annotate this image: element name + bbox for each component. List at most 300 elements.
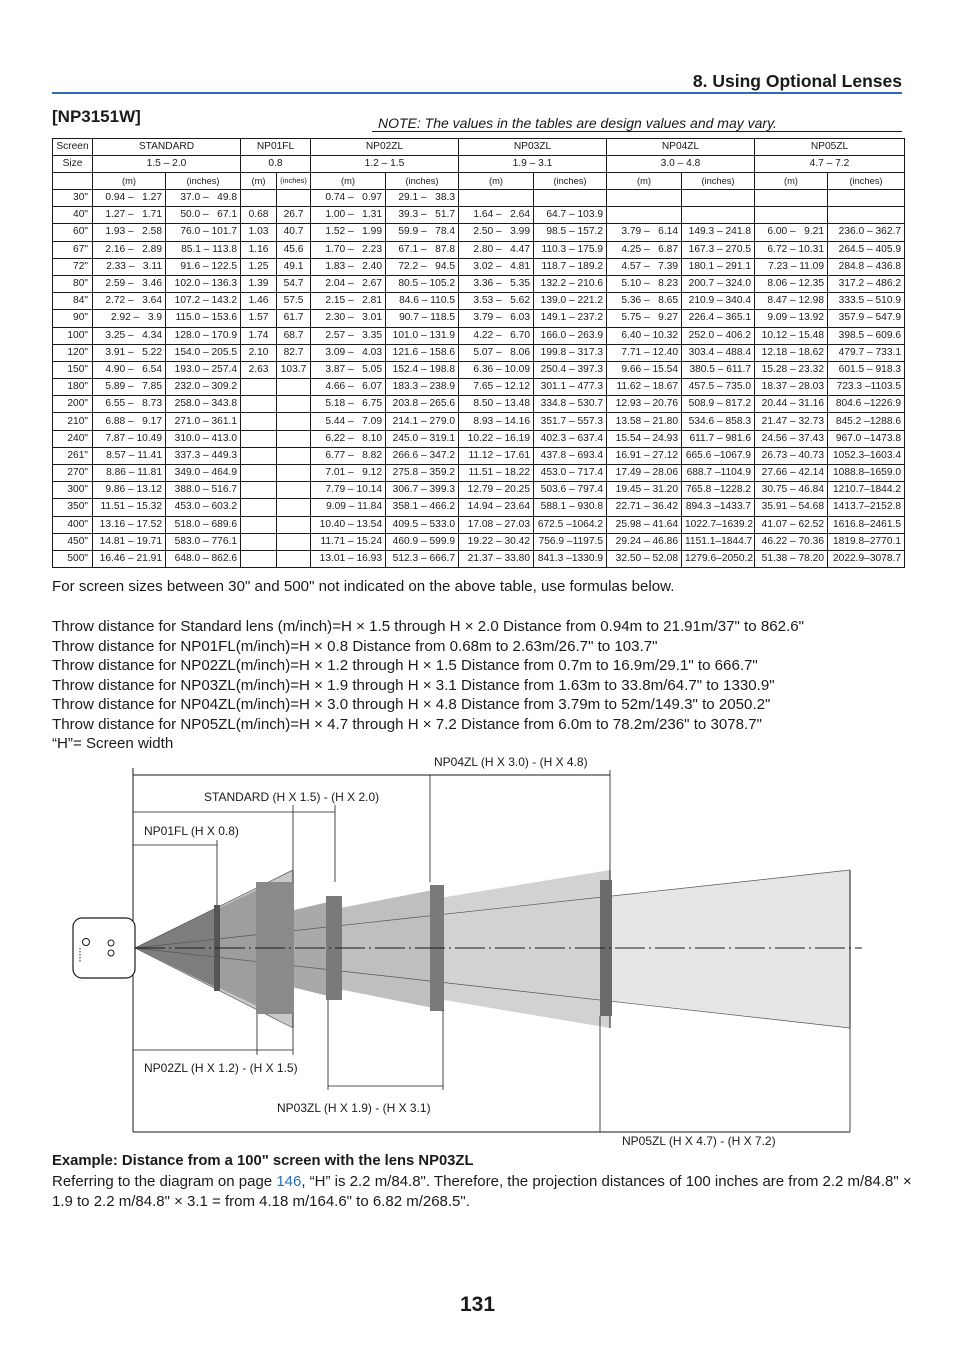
table-cell: 601.5 – 918.3 [828, 361, 905, 378]
screen-size-cell: 72" [53, 258, 93, 275]
table-cell [241, 465, 277, 482]
screen-block-standard [256, 882, 294, 1014]
table-cell: 85.1 – 113.8 [166, 241, 241, 258]
table-cell: 14.81 – 19.71 [93, 533, 166, 550]
lens-header-np01fl: NP01FL [241, 139, 311, 156]
table-cell: 1.46 [241, 293, 277, 310]
page-number: 131 [460, 1293, 496, 1316]
table-cell: 24.56 – 37.43 [755, 430, 828, 447]
table-cell: 665.6 –1067.9 [682, 447, 755, 464]
table-cell [755, 207, 828, 224]
table-cell: 8.86 – 11.81 [93, 465, 166, 482]
table-cell: 388.0 – 516.7 [166, 482, 241, 499]
table-cell: 1.27 – 1.71 [93, 207, 166, 224]
table-cell: 317.2 – 486.2 [828, 275, 905, 292]
screen-size-cell: 90" [53, 310, 93, 327]
screen-size-cell: 210" [53, 413, 93, 430]
table-cell: 149.1 – 237.2 [534, 310, 607, 327]
screen-size-cell: 84" [53, 293, 93, 310]
table-cell: 18.37 – 28.03 [755, 379, 828, 396]
table-cell: 6.40 – 10.32 [607, 327, 682, 344]
lens-header-standard: STANDARD [93, 139, 241, 156]
screen-size-cell: 67" [53, 241, 93, 258]
table-cell: 534.6 – 858.3 [682, 413, 755, 430]
table-cell: 50.0 – 67.1 [166, 207, 241, 224]
table-cell: 200.7 – 324.0 [682, 275, 755, 292]
label-np02zl: NP02ZL (H X 1.2) - (H X 1.5) [144, 1061, 298, 1075]
screen-block-np02zl [326, 896, 342, 1000]
table-cell: 1.70 – 2.23 [311, 241, 386, 258]
label-np03zl: NP03ZL (H X 1.9) - (H X 3.1) [277, 1101, 431, 1115]
table-row [53, 207, 905, 224]
table-row [53, 344, 905, 361]
table-cell: 27.66 – 42.14 [755, 465, 828, 482]
lens-header-np03zl: NP03ZL [459, 139, 607, 156]
table-cell: 67.1 – 87.8 [386, 241, 459, 258]
table-cell [241, 430, 277, 447]
table-cell: 11.51 – 18.22 [459, 465, 534, 482]
table-cell: 284.8 – 436.8 [828, 258, 905, 275]
table-cell: 29.24 – 46.86 [607, 533, 682, 550]
screen-size-cell: 150" [53, 361, 93, 378]
table-cell: 2.50 – 3.99 [459, 224, 534, 241]
screen-size-cell: 100" [53, 327, 93, 344]
table-cell: 2.15 – 2.81 [311, 293, 386, 310]
table-cell: 2022.9–3078.7 [828, 550, 905, 567]
table-cell: 139.0 – 221.2 [534, 293, 607, 310]
table-cell: 3.25 – 4.34 [93, 327, 166, 344]
table-cell: 167.3 – 270.5 [682, 241, 755, 258]
table-row [53, 499, 905, 516]
screen-size-cell: 300" [53, 482, 93, 499]
table-cell: 121.6 – 158.6 [386, 344, 459, 361]
table-cell [277, 465, 311, 482]
table-cell [241, 533, 277, 550]
table-cell: 2.33 – 3.11 [93, 258, 166, 275]
table-row [53, 550, 905, 567]
table-cell: 59.9 – 78.4 [386, 224, 459, 241]
table-cell: 54.7 [277, 275, 311, 292]
table-cell [241, 413, 277, 430]
table-cell: 91.6 – 122.5 [166, 258, 241, 275]
table-cell: 82.7 [277, 344, 311, 361]
table-cell: 508.9 – 817.2 [682, 396, 755, 413]
table-cell: 11.51 – 15.32 [93, 499, 166, 516]
table-cell: 351.7 – 557.3 [534, 413, 607, 430]
label-standard: STANDARD (H X 1.5) - (H X 2.0) [204, 790, 380, 804]
table-cell: 1088.8–1659.0 [828, 465, 905, 482]
table-cell [241, 447, 277, 464]
table-cell: 1279.6–2050.2 [682, 550, 755, 567]
model-title: [NP3151W] [52, 107, 141, 126]
table-cell: 672.5 –1064.2 [534, 516, 607, 533]
table-row [53, 379, 905, 396]
table-cell: 11.71 – 15.24 [311, 533, 386, 550]
table-cell: 358.1 – 466.2 [386, 499, 459, 516]
table-cell: 7.01 – 9.12 [311, 465, 386, 482]
screen-size-cell: 450" [53, 533, 93, 550]
table-cell: 10.40 – 13.54 [311, 516, 386, 533]
table-header-row-ratio [53, 156, 905, 173]
table-cell: 2.59 – 3.46 [93, 275, 166, 292]
screen-block-np04zl [600, 880, 612, 1016]
table-cell: 5.10 – 8.23 [607, 275, 682, 292]
table-cell [277, 533, 311, 550]
table-cell [828, 207, 905, 224]
table-cell: 128.0 – 170.9 [166, 327, 241, 344]
beam-np05zl-max [135, 870, 850, 1028]
table-cell: 12.79 – 20.25 [459, 482, 534, 499]
label-np04zl: NP04ZL (H X 3.0) - (H X 4.8) [434, 755, 588, 769]
table-cell: 49.1 [277, 258, 311, 275]
table-cell: 72.2 – 94.5 [386, 258, 459, 275]
table-cell: 7.71 – 12.40 [607, 344, 682, 361]
table-cell: 8.93 – 14.16 [459, 413, 534, 430]
table-cell: 460.9 – 599.9 [386, 533, 459, 550]
table-cell: 6.72 – 10.31 [755, 241, 828, 258]
screen-size-cell: 500" [53, 550, 93, 567]
unit-m: (m) [607, 173, 682, 190]
table-cell: 0.94 – 1.27 [93, 190, 166, 207]
screen-size-cell: 350" [53, 499, 93, 516]
lens-header-np02zl: NP02ZL [311, 139, 459, 156]
table-cell: 115.0 – 153.6 [166, 310, 241, 327]
table-cell: 26.73 – 40.73 [755, 447, 828, 464]
table-cell: 8.06 – 12.35 [755, 275, 828, 292]
table-cell: 611.7 – 981.6 [682, 430, 755, 447]
screen-size-cell: 120" [53, 344, 93, 361]
table-cell: 26.7 [277, 207, 311, 224]
table-cell [241, 499, 277, 516]
table-cell: 45.6 [277, 241, 311, 258]
table-cell: 2.72 – 3.64 [93, 293, 166, 310]
label-np01fl: NP01FL (H X 0.8) [144, 824, 239, 838]
table-cell [828, 190, 905, 207]
table-cell: 6.55 – 8.73 [93, 396, 166, 413]
table-cell: 1.00 – 1.31 [311, 207, 386, 224]
table-cell: 98.5 – 157.2 [534, 224, 607, 241]
table-cell: 301.1 – 477.3 [534, 379, 607, 396]
ratio-standard: 1.5 – 2.0 [93, 156, 241, 173]
table-cell [534, 190, 607, 207]
table-cell: 84.6 – 110.5 [386, 293, 459, 310]
table-cell: 337.3 – 449.3 [166, 447, 241, 464]
table-row [53, 430, 905, 447]
table-cell: 9.09 – 11.84 [311, 499, 386, 516]
table-row [53, 516, 905, 533]
table-cell: 13.01 – 16.93 [311, 550, 386, 567]
table-cell: 226.4 – 365.1 [682, 310, 755, 327]
screen-block-np03zl [430, 885, 444, 1011]
table-cell: 398.5 – 609.6 [828, 327, 905, 344]
page-link[interactable]: 146 [276, 1173, 302, 1190]
unit-inches: (inches) [534, 173, 607, 190]
table-row [53, 482, 905, 499]
screen-size-cell: 200" [53, 396, 93, 413]
note-rule [372, 131, 902, 132]
table-row [53, 533, 905, 550]
table-cell: 4.66 – 6.07 [311, 379, 386, 396]
table-cell: 6.36 – 10.09 [459, 361, 534, 378]
table-cell: 57.5 [277, 293, 311, 310]
table-cell: 9.09 – 13.92 [755, 310, 828, 327]
table-cell: 17.08 – 27.03 [459, 516, 534, 533]
table-cell [241, 190, 277, 207]
table-cell: 22.71 – 36.42 [607, 499, 682, 516]
table-cell: 107.2 – 143.2 [166, 293, 241, 310]
unit-m: (m) [755, 173, 828, 190]
unit-inches: (inches) [166, 173, 241, 190]
table-cell: 41.07 – 62.52 [755, 516, 828, 533]
lens-header-np04zl: NP04ZL [607, 139, 755, 156]
table-cell: 154.0 – 205.5 [166, 344, 241, 361]
table-cell [277, 379, 311, 396]
unit-m: (m) [459, 173, 534, 190]
table-cell: 306.7 – 399.3 [386, 482, 459, 499]
table-row [53, 310, 905, 327]
table-row [53, 190, 905, 207]
table-cell [607, 207, 682, 224]
table-cell: 180.1 – 291.1 [682, 258, 755, 275]
table-cell: 7.23 – 11.09 [755, 258, 828, 275]
table-cell: 193.0 – 257.4 [166, 361, 241, 378]
table-cell: 4.90 – 6.54 [93, 361, 166, 378]
table-cell [459, 190, 534, 207]
table-cell [241, 550, 277, 567]
table-cell [277, 550, 311, 567]
table-cell: 967.0 –1473.8 [828, 430, 905, 447]
table-cell [241, 396, 277, 413]
table-cell: 16.46 – 21.91 [93, 550, 166, 567]
table-cell: 518.0 – 689.6 [166, 516, 241, 533]
table-cell: 10.12 – 15.48 [755, 327, 828, 344]
table-cell: 357.9 – 547.9 [828, 310, 905, 327]
table-cell: 457.5 – 735.0 [682, 379, 755, 396]
table-cell: 723.3 –1103.5 [828, 379, 905, 396]
table-cell: 149.3 – 241.8 [682, 224, 755, 241]
table-cell: 8.57 – 11.41 [93, 447, 166, 464]
projector-icon [73, 918, 135, 978]
formula-h-definition: “H”= Screen width [52, 735, 174, 752]
table-cell [277, 190, 311, 207]
formula-intro: For screen sizes between 30" and 500" not indicated on the above table, use formulas below. [52, 578, 675, 595]
formula-np04zl: Throw distance for NP04ZL(m/inch)=H × 3.0 through H × 4.8 Distance from 3.79m to 52m/149.3" to 2050.2" [52, 696, 771, 713]
table-cell: 17.49 – 28.06 [607, 465, 682, 482]
table-cell [241, 379, 277, 396]
table-cell: 3.91 – 5.22 [93, 344, 166, 361]
table-cell: 1.93 – 2.58 [93, 224, 166, 241]
table-cell: 1.16 [241, 241, 277, 258]
table-cell: 46.22 – 70.36 [755, 533, 828, 550]
table-cell: 10.22 – 16.19 [459, 430, 534, 447]
beam-np01fl [135, 908, 217, 988]
table-cell: 35.91 – 54.68 [755, 499, 828, 516]
table-cell: 19.22 – 30.42 [459, 533, 534, 550]
beam-np04zl [135, 870, 610, 1028]
table-cell: 203.8 – 265.6 [386, 396, 459, 413]
table-cell: 8.50 – 13.48 [459, 396, 534, 413]
ratio-np03zl: 1.9 – 3.1 [459, 156, 607, 173]
table-cell: 39.3 – 51.7 [386, 207, 459, 224]
table-cell: 1022.7–1639.2 [682, 516, 755, 533]
table-cell: 76.0 – 101.7 [166, 224, 241, 241]
table-cell: 512.3 – 666.7 [386, 550, 459, 567]
table-cell: 380.5 – 611.7 [682, 361, 755, 378]
table-cell: 29.1 – 38.3 [386, 190, 459, 207]
table-cell: 804.6 –1226.9 [828, 396, 905, 413]
screen-size-cell: 80" [53, 275, 93, 292]
table-cell: 199.8 – 317.3 [534, 344, 607, 361]
table-cell: 6.00 – 9.21 [755, 224, 828, 241]
table-row [53, 293, 905, 310]
table-cell: 688.7 –1104.9 [682, 465, 755, 482]
table-cell: 453.0 – 603.2 [166, 499, 241, 516]
table-cell: 210.9 – 340.4 [682, 293, 755, 310]
table-cell: 80.5 – 105.2 [386, 275, 459, 292]
table-cell: 1413.7–2152.8 [828, 499, 905, 516]
table-cell: 14.94 – 23.64 [459, 499, 534, 516]
table-cell: 453.0 – 717.4 [534, 465, 607, 482]
units-empty-cell [53, 173, 93, 190]
table-cell: 132.2 – 210.6 [534, 275, 607, 292]
table-cell: 3.09 – 4.03 [311, 344, 386, 361]
table-cell: 236.0 – 362.7 [828, 224, 905, 241]
table-cell: 303.4 – 488.4 [682, 344, 755, 361]
ratio-np02zl: 1.2 – 1.5 [311, 156, 459, 173]
table-cell: 894.3 –1433.7 [682, 499, 755, 516]
table-cell: 1.74 [241, 327, 277, 344]
table-cell: 1052.3–1603.4 [828, 447, 905, 464]
screen-size-cell: 40" [53, 207, 93, 224]
beam-standard-min [135, 890, 257, 1006]
table-cell: 68.7 [277, 327, 311, 344]
table-cell: 479.7 – 733.1 [828, 344, 905, 361]
throw-distance-table [52, 138, 905, 568]
table-cell: 3.79 – 6.03 [459, 310, 534, 327]
table-cell: 5.07 – 8.06 [459, 344, 534, 361]
table-cell: 102.0 – 136.3 [166, 275, 241, 292]
table-cell: 0.74 – 0.97 [311, 190, 386, 207]
beam-np02zl [135, 902, 328, 996]
table-cell: 648.0 – 862.6 [166, 550, 241, 567]
table-cell: 333.5 – 510.9 [828, 293, 905, 310]
table-cell: 1819.8–2770.1 [828, 533, 905, 550]
table-cell: 756.9 –1197.5 [534, 533, 607, 550]
table-cell: 2.04 – 2.67 [311, 275, 386, 292]
table-cell: 588.1 – 930.8 [534, 499, 607, 516]
table-cell: 101.0 – 131.9 [386, 327, 459, 344]
table-cell: 166.0 – 263.9 [534, 327, 607, 344]
table-cell: 152.4 – 198.8 [386, 361, 459, 378]
ratio-np01fl: 0.8 [241, 156, 311, 173]
table-cell: 1.52 – 1.99 [311, 224, 386, 241]
table-cell: 2.10 [241, 344, 277, 361]
table-cell: 103.7 [277, 361, 311, 378]
table-cell: 25.98 – 41.64 [607, 516, 682, 533]
table-cell: 402.3 – 637.4 [534, 430, 607, 447]
table-cell: 4.22 – 6.70 [459, 327, 534, 344]
unit-inches: (inches) [682, 173, 755, 190]
table-cell: 12.18 – 18.62 [755, 344, 828, 361]
table-cell: 64.7 – 103.9 [534, 207, 607, 224]
example-text-end: , “H” is 2.2 m/84.8". Therefore, the projection distances of 100 inches are from 2.2 m/84.8" × 1.9 to 2.2 m/84.8" × 3.1 = from 4.18 m/164.6" to 6.82 m/268.5". [52, 1173, 912, 1210]
screen-block-np01fl [214, 905, 220, 991]
table-cell: 61.7 [277, 310, 311, 327]
ratio-np04zl: 3.0 – 4.8 [607, 156, 755, 173]
table-cell: 6.88 – 9.17 [93, 413, 166, 430]
table-cell: 8.47 – 12.98 [755, 293, 828, 310]
formula-np05zl: Throw distance for NP05ZL(m/inch)=H × 4.7 through H × 7.2 Distance from 6.0m to 78.2m/236" to 3078.7" [52, 715, 762, 733]
table-cell: 51.38 – 78.20 [755, 550, 828, 567]
table-row [53, 258, 905, 275]
table-cell: 214.1 – 279.0 [386, 413, 459, 430]
table-cell: 266.6 – 347.2 [386, 447, 459, 464]
lens-header-np05zl: NP05ZL [755, 139, 905, 156]
table-cell: 1.83 – 2.40 [311, 258, 386, 275]
table-cell: 841.3 –1330.9 [534, 550, 607, 567]
table-row [53, 327, 905, 344]
table-cell: 2.30 – 3.01 [311, 310, 386, 327]
formula-np01fl: Throw distance for NP01FL(m/inch)=H × 0.8 Distance from 0.68m to 2.63m/26.7" to 103.7" [52, 637, 658, 655]
throw-distance-table-wrap [52, 138, 904, 568]
screen-size-cell: 30" [53, 190, 93, 207]
table-cell: 5.75 – 9.27 [607, 310, 682, 327]
table-cell: 9.66 – 15.54 [607, 361, 682, 378]
size-header: Size [53, 156, 93, 173]
table-cell [241, 482, 277, 499]
screen-header: Screen [53, 139, 93, 156]
table-cell: 583.0 – 776.1 [166, 533, 241, 550]
table-cell: 20.44 – 31.16 [755, 396, 828, 413]
table-cell [682, 190, 755, 207]
table-cell: 437.8 – 693.4 [534, 447, 607, 464]
table-cell: 1.39 [241, 275, 277, 292]
table-row [53, 413, 905, 430]
design-values-note: NOTE: The values in the tables are design values and may vary. [378, 115, 777, 131]
table-cell: 11.12 – 17.61 [459, 447, 534, 464]
screen-size-cell: 60" [53, 224, 93, 241]
table-cell: 4.57 – 7.39 [607, 258, 682, 275]
table-cell: 40.7 [277, 224, 311, 241]
table-cell: 6.77 – 8.82 [311, 447, 386, 464]
table-header-row-units [53, 173, 905, 190]
table-cell: 503.6 – 797.4 [534, 482, 607, 499]
table-cell: 90.7 – 118.5 [386, 310, 459, 327]
table-row [53, 465, 905, 482]
table-row [53, 275, 905, 292]
table-cell: 21.47 – 32.73 [755, 413, 828, 430]
table-cell: 334.8 – 530.7 [534, 396, 607, 413]
screen-size-cell: 180" [53, 379, 93, 396]
table-cell: 2.57 – 3.35 [311, 327, 386, 344]
table-cell [277, 447, 311, 464]
header-rule [52, 92, 902, 94]
table-row [53, 447, 905, 464]
formula-np02zl: Throw distance for NP02ZL(m/inch)=H × 1.2 through H × 1.5 Distance from 0.7m to 16.9m/29.1" to 666.7" [52, 657, 758, 674]
table-cell: 21.37 – 33.80 [459, 550, 534, 567]
table-cell: 5.89 – 7.85 [93, 379, 166, 396]
screen-size-cell: 261" [53, 447, 93, 464]
table-cell: 271.0 – 361.1 [166, 413, 241, 430]
table-cell: 3.87 – 5.05 [311, 361, 386, 378]
table-cell: 845.2 –1288.6 [828, 413, 905, 430]
table-cell: 16.91 – 27.12 [607, 447, 682, 464]
table-cell: 3.53 – 5.62 [459, 293, 534, 310]
table-cell: 275.8 – 359.2 [386, 465, 459, 482]
beam-standard-max [135, 870, 293, 1028]
table-cell: 2.16 – 2.89 [93, 241, 166, 258]
table-cell: 3.36 – 5.35 [459, 275, 534, 292]
